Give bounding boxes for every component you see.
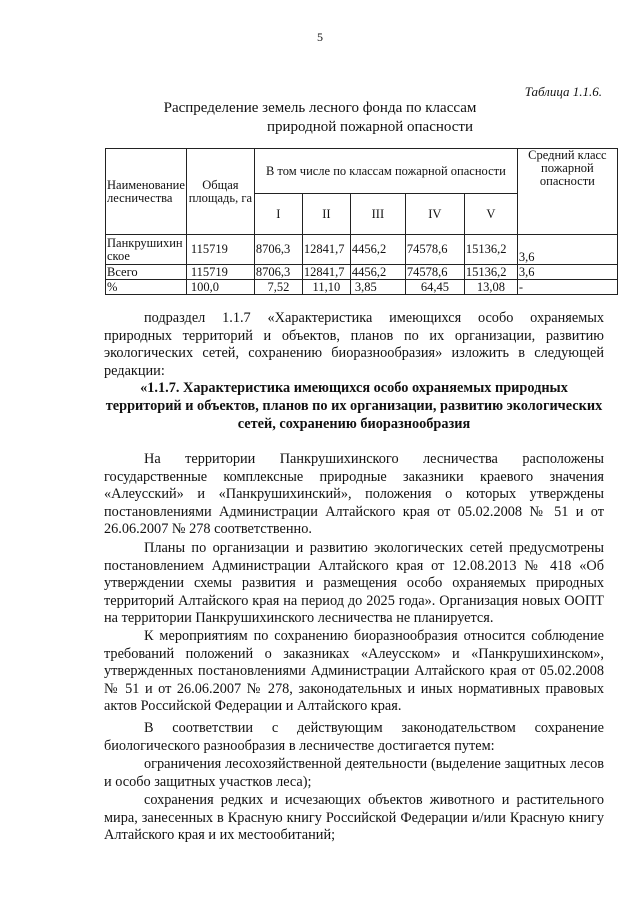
cell-class-3: 3,85 [350, 280, 405, 295]
cell-class-2: 12841,7 [302, 265, 350, 280]
cell-class-1: 7,52 [254, 280, 302, 295]
cell-name: Панкрушихин ское [106, 235, 187, 265]
cell-area: 115719 [186, 235, 254, 265]
cell-area: 115719 [186, 265, 254, 280]
cell-name: % [106, 280, 187, 295]
cell-class-2: 12841,7 [302, 235, 350, 265]
cell-name: Всего [106, 265, 187, 280]
table-row [106, 235, 618, 265]
fire-class-table [105, 148, 618, 295]
cell-area: 100,0 [186, 280, 254, 295]
paragraph-5: ограничения лесохозяйственной деятельности (выделение защитных лесов и особо защитных участков леса); [104, 756, 604, 790]
cell-class-4: 64,45 [405, 280, 464, 295]
page-number: 5 [317, 30, 323, 44]
cell-avg: - [517, 280, 617, 295]
header-class-4: IV [405, 194, 464, 235]
paragraph-3: К мероприятиям по сохранению биоразнообразия относится соблюдение требований положений о заказниках «Алеусском» и «Панкрушихинском», утвержденных постановлениями Администрации Алтайского края от 05.02.2008 № 51 и от 26.06.2007 № 278, законодательных и иных нормативных правовых актов Российской Федерации и Алтайского края. [104, 628, 604, 715]
header-class-2: II [302, 194, 350, 235]
table-title [0, 99, 640, 137]
paragraph-6: сохранения редких и исчезающих объектов животного и растительного мира, занесенных в Красную книгу Российской Федерации и/или Красную книгу Алтайского края и их местообитаний; [104, 792, 604, 844]
cell-avg: 3,6 [517, 235, 617, 265]
table-row [106, 280, 618, 295]
header-classes: В том числе по классам пожарной опасности [254, 149, 517, 194]
cell-class-5: 15136,2 [464, 235, 517, 265]
cell-class-2: 11,10 [302, 280, 350, 295]
section-heading: «1.1.7. Характеристика имеющихся особо охраняемых природных территорий и объектов, планов по их организации, развитию экологических сетей, сохранению биоразнообразия [105, 380, 603, 432]
header-class-5: V [464, 194, 517, 235]
header-area: Общая площадь, га [186, 149, 254, 235]
cell-class-5: 13,08 [464, 280, 517, 295]
cell-class-5: 15136,2 [464, 265, 517, 280]
cell-avg: 3,6 [517, 265, 617, 280]
header-avg: Средний класс пожарной опасности [517, 149, 617, 235]
paragraph-4: В соответствии с действующим законодательством сохранение биологического разнообразия в лесничестве достигается путем: [104, 720, 604, 754]
header-name: Наименование лесничества [106, 149, 187, 235]
header-class-1: I [254, 194, 302, 235]
intro-paragraph: подраздел 1.1.7 «Характеристика имеющихся особо охраняемых природных территорий и объектов, планов по их организации, развитию экологических сетей, сохранению биоразнообразия» изложить в следующей редакции: [104, 310, 604, 379]
paragraph-1: На территории Панкрушихинского лесничества расположены государственные комплексные природные заказники краевого значения «Алеусский» и «Панкрушихинский», положения о которых утверждены постановлениями Администрации Алтайского края от 05.02.2008 № 51 и от 26.06.2007 № 278 соответственно. [104, 451, 604, 538]
cell-class-1: 8706,3 [254, 235, 302, 265]
cell-class-3: 4456,2 [350, 265, 405, 280]
header-class-3: III [350, 194, 405, 235]
paragraph-2: Планы по организации и развитию экологических сетей предусмотрены постановлением Администрации Алтайского края от 12.08.2013 № 418 «Об утверждении схемы развития и размещения особо охраняемых природных территорий Алтайского края на период до 2025 года». Организация новых ООПТ на территории Панкрушихинского лесничества не планируется. [104, 540, 604, 627]
table-title-line2: природной пожарной опасности [266, 119, 474, 135]
cell-class-1: 8706,3 [254, 265, 302, 280]
table-row [106, 265, 618, 280]
cell-class-4: 74578,6 [405, 235, 464, 265]
cell-class-3: 4456,2 [350, 235, 405, 265]
table-caption: Таблица 1.1.6. [524, 84, 602, 99]
cell-class-4: 74578,6 [405, 265, 464, 280]
table-title-line1: Распределение земель лесного фонда по классам [163, 100, 477, 116]
